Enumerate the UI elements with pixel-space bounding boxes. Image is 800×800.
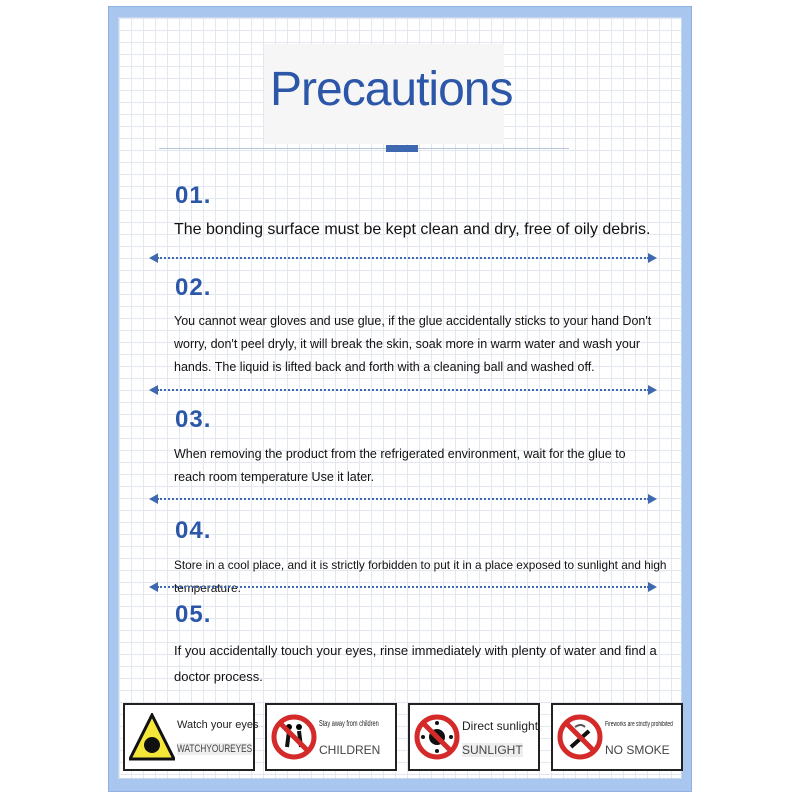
sign-line2: CHILDREN [319, 743, 381, 757]
title-divider-mark [386, 145, 418, 152]
eye-protection-warning-icon [129, 713, 175, 761]
item-number: 01. [175, 182, 212, 209]
separator-arrow [149, 385, 657, 395]
item-number: 04. [175, 517, 212, 544]
no-children-icon [271, 713, 317, 761]
sign-watch-eyes [123, 703, 259, 771]
item-text: If you accidentally touch your eyes, rinse immediately with plenty of water and find a doctor process. [174, 643, 657, 684]
poster-content [118, 17, 682, 779]
sign-line1: Fireworks are strictly prohibited [605, 721, 673, 728]
item-number: 02. [175, 274, 212, 301]
item-number: 05. [175, 601, 212, 628]
sign-line1: Direct sunlight [462, 719, 539, 733]
item-text: The bonding surface must be kept clean and dry, free of oily debris. [174, 221, 651, 238]
sign-line2: NO SMOKE [605, 743, 670, 757]
no-sunlight-icon [414, 713, 460, 761]
sign-line2: WATCHYOUREYES [177, 743, 253, 755]
title-divider [159, 148, 569, 149]
item-text: You cannot wear gloves and use glue, if the glue accidentally sticks to your hand Don't worry, don't peel dryly, it will break the skin, soak more in warm water and wash your hands. The liquid is lifted back and forth with a cleaning ball and washed off. [174, 314, 652, 374]
separator-arrow [149, 253, 657, 263]
item-text: When removing the product from the refrigerated environment, wait for the glue to reach room temperature Use it later. [174, 447, 626, 484]
sign-line1: Watch your eyes [177, 719, 259, 731]
poster-frame [108, 6, 692, 792]
sign-no-smoke [551, 703, 683, 771]
warning-signs [121, 703, 683, 773]
page-title: Precautions [270, 63, 513, 116]
separator-arrow [149, 582, 657, 592]
sign-sunlight [408, 703, 540, 771]
no-smoking-icon [557, 713, 603, 761]
sign-line2: SUNLIGHT [462, 743, 523, 757]
sign-children [265, 703, 397, 771]
sign-line1: Stay away from children [319, 719, 379, 728]
item-text: Store in a cool place, and it is strictly forbidden to put it in a place exposed to sunlight and high temperature. [174, 558, 667, 595]
separator-arrow [149, 494, 657, 504]
item-number: 03. [175, 406, 212, 433]
